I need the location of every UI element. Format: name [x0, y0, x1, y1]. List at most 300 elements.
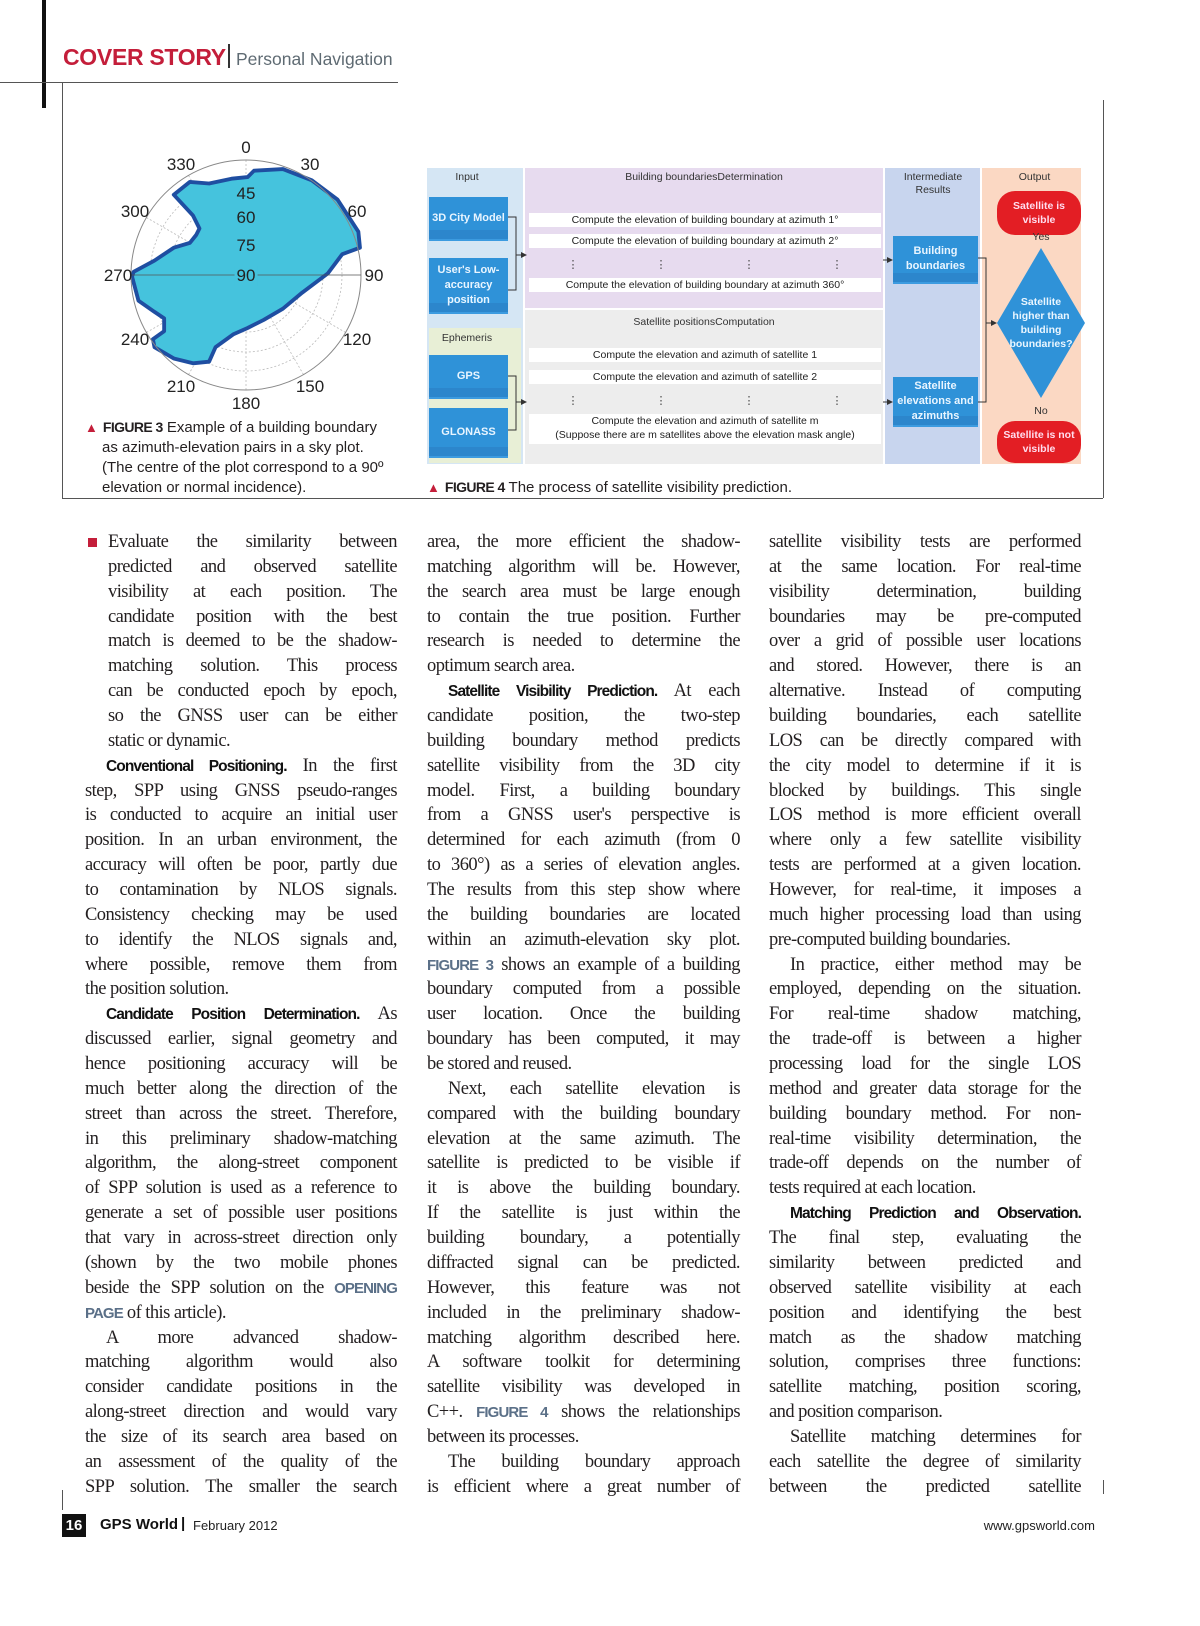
- text-line: [769, 1151, 1081, 1176]
- no-label: No: [1034, 405, 1048, 417]
- sp-header: Satellite positionsComputation: [633, 316, 775, 328]
- text-run: The final step, evaluating the: [769, 1228, 1081, 1249]
- azimuth-label: 330: [166, 155, 196, 174]
- text-run: However, this feature was not: [427, 1277, 740, 1298]
- text-run: and position comparison.: [769, 1402, 943, 1423]
- text-line: [427, 1450, 740, 1475]
- text-line: [769, 803, 1081, 828]
- text-run: user location. Once the building: [427, 1004, 740, 1025]
- text-run: is conducted to acquire an initial user: [85, 805, 397, 826]
- text-line: [769, 629, 1081, 654]
- run-in-heading: Candidate Position Determination.: [106, 1006, 360, 1024]
- text-run: shows the relationships: [547, 1402, 740, 1423]
- text-run: between its processes.: [427, 1426, 579, 1447]
- bb-header: Building boundariesDetermination: [625, 171, 783, 183]
- text-line: [427, 1375, 740, 1400]
- text-line: [108, 654, 397, 679]
- text-run: satellite visibility from the 3D city: [427, 755, 740, 776]
- text-run: to 360°) as a series of elevation angles.: [427, 855, 740, 876]
- text-line: [427, 1276, 740, 1301]
- bb-row: Compute the elevation of building boundary at azimuth 1°: [529, 213, 881, 227]
- building-boundaries-box: Building boundaries: [893, 236, 978, 284]
- text-run: In the first: [286, 755, 397, 776]
- text-line: [85, 1301, 397, 1326]
- sp-row-m: Compute the elevation and azimuth of satellite m: [591, 415, 819, 427]
- text-run: tests required at each location.: [769, 1178, 976, 1199]
- footer-separator: |: [181, 1515, 186, 1532]
- text-line: [85, 1425, 397, 1450]
- text-line: [85, 1027, 397, 1052]
- text-run: matching algorithm would also: [85, 1352, 397, 1373]
- text-line: [769, 1201, 1081, 1226]
- text-line: [108, 530, 397, 555]
- text-run: much higher processing load than using: [769, 904, 1081, 925]
- text-run: elevation at the same azimuth. The: [427, 1128, 740, 1149]
- text-run: match as the shadow matching: [769, 1327, 1081, 1348]
- text-run: research is needed to determine the: [427, 631, 740, 652]
- text-line: [769, 580, 1081, 605]
- text-line: [769, 779, 1081, 804]
- text-line: [85, 828, 397, 853]
- text-run: determined for each azimuth (from 0: [427, 830, 740, 851]
- text-line: [427, 1326, 740, 1351]
- text-run: of SPP solution is used as a reference to: [85, 1178, 397, 1199]
- text-line: [769, 903, 1081, 928]
- text-run: between the predicted satellite: [769, 1476, 1081, 1497]
- text-run: generate a set of possible user positions: [85, 1203, 397, 1224]
- sat-elev-az-box: Satellite elevations and azimuths: [893, 377, 978, 427]
- text-run: match is deemed to be the shadow-: [108, 631, 397, 652]
- text-run: Consistency checking may be used: [85, 904, 397, 925]
- text-run: is efficient where a great number of: [427, 1476, 740, 1497]
- sp-row: Compute the elevation and azimuth of satellite 2: [529, 370, 881, 384]
- text-run: A more advanced shadow-: [106, 1327, 397, 1348]
- text-line: [85, 1276, 397, 1301]
- text-line: [85, 1326, 397, 1351]
- text-line: [108, 629, 397, 654]
- text-line: [108, 679, 397, 704]
- text-line: [108, 555, 397, 580]
- caption-line: as azimuth-elevation pairs in a sky plot.: [102, 439, 364, 456]
- elevation-label: 90: [236, 266, 256, 285]
- figure-reference[interactable]: OPENING: [334, 1279, 397, 1297]
- text-line: [85, 953, 397, 978]
- text-line: [427, 679, 740, 704]
- ellipsis-icon: ⋮: [743, 259, 755, 271]
- output-header: Output: [1018, 171, 1051, 183]
- text-column-1: [85, 530, 397, 1500]
- text-line: [769, 679, 1081, 704]
- text-run: in this preliminary shadow-matching: [85, 1128, 397, 1149]
- text-line: [85, 903, 397, 928]
- text-run: If the satellite is just within the: [427, 1203, 740, 1224]
- text-line: [85, 1475, 397, 1500]
- text-line: [427, 1176, 740, 1201]
- text-run: In practice, either method may be: [790, 954, 1081, 975]
- text-line: [427, 555, 740, 580]
- caption-line: elevation or normal incidence).: [102, 479, 307, 496]
- text-line: [769, 878, 1081, 903]
- ephemeris-header: Ephemeris: [441, 332, 493, 344]
- text-run: As: [359, 1004, 397, 1025]
- text-line: [85, 928, 397, 953]
- text-line: [769, 1002, 1081, 1027]
- text-run: candidate position, the two-step: [427, 706, 740, 727]
- text-run: building boundary, a potentially: [427, 1228, 740, 1249]
- text-line: [427, 928, 740, 953]
- text-run: employed, depending on the situation.: [769, 979, 1081, 1000]
- text-run: satellite matching, position scoring,: [769, 1377, 1081, 1398]
- text-line: [427, 1151, 740, 1176]
- text-run: from a GNSS user's perspective is: [427, 805, 740, 826]
- text-line: [769, 654, 1081, 679]
- caption-line: (The centre of the plot correspond to a 90º: [102, 459, 384, 476]
- text-run: diffracted signal can be predicted.: [427, 1252, 740, 1273]
- text-run: each satellite the degree of similarity: [769, 1451, 1081, 1472]
- visible-result: Satellite is visible: [997, 191, 1081, 235]
- text-run: that vary in across-street direction only: [85, 1228, 397, 1249]
- elevation-label: 75: [236, 236, 256, 255]
- yes-label: Yes: [1032, 231, 1050, 243]
- figure-reference[interactable]: PAGE: [85, 1304, 123, 1322]
- text-line: [427, 1251, 740, 1276]
- text-run: included in the preliminary shadow-: [427, 1302, 740, 1323]
- text-run: where possible, remove them from: [85, 954, 397, 975]
- text-line: [427, 977, 740, 1002]
- text-line: [427, 803, 740, 828]
- text-line: [427, 1201, 740, 1226]
- section-title: COVER STORY: [63, 44, 226, 70]
- intermediate-header: Intermediate Results: [903, 171, 963, 196]
- text-run: of this article).: [122, 1302, 226, 1323]
- text-run: However, for real-time, it imposes a: [769, 880, 1081, 901]
- ellipsis-icon: ⋮: [743, 395, 755, 407]
- text-line: [427, 1077, 740, 1102]
- text-line: [85, 779, 397, 804]
- text-run: it is above the building boundary.: [427, 1178, 740, 1199]
- text-line: [85, 1127, 397, 1152]
- text-line: [427, 1226, 740, 1251]
- azimuth-label: 270: [103, 266, 133, 285]
- text-run: matching algorithm will be. However,: [427, 556, 740, 577]
- text-line: [427, 1475, 740, 1500]
- text-run: compared with the building boundary: [427, 1103, 740, 1124]
- text-run: along-street direction and would vary: [85, 1402, 397, 1423]
- magazine-name: GPS World: [100, 1516, 179, 1533]
- issue-date: February 2012: [193, 1518, 278, 1533]
- text-line: [85, 1201, 397, 1226]
- text-run: candidate position with the best: [108, 606, 397, 627]
- figure-reference[interactable]: FIGURE 4: [476, 1404, 548, 1422]
- text-run: building boundary method predicts: [427, 730, 740, 751]
- text-run: consider candidate positions in the: [85, 1377, 397, 1398]
- text-line: [427, 853, 740, 878]
- azimuth-label: 30: [300, 155, 320, 174]
- text-run: blocked by buildings. This single: [769, 780, 1081, 801]
- text-line: [769, 729, 1081, 754]
- text-line: [427, 629, 740, 654]
- bullet-icon: [88, 538, 97, 547]
- text-run: boundaries may be pre-computed: [769, 606, 1081, 627]
- text-run: the size of its search area based on: [85, 1426, 397, 1447]
- text-run: SPP solution. The smaller the search: [85, 1476, 397, 1497]
- text-line: [85, 1350, 397, 1375]
- text-line: [427, 1350, 740, 1375]
- elevation-label: 60: [236, 208, 256, 227]
- text-line: [108, 704, 397, 729]
- text-run: processing load for the single LOS: [769, 1054, 1081, 1075]
- figure4-caption-text: The process of satellite visibility prediction.: [508, 479, 793, 496]
- text-run: area, the more efficient the shadow-: [427, 532, 740, 552]
- text-line: [769, 1251, 1081, 1276]
- text-run: Evaluate the similarity between: [108, 532, 397, 552]
- ellipsis-icon: ⋮: [567, 259, 579, 271]
- page-number: 16: [62, 1514, 86, 1537]
- text-line: [85, 1450, 397, 1475]
- text-line: [769, 1450, 1081, 1475]
- text-run: visibility at each position. The: [108, 581, 397, 602]
- text-line: [108, 580, 397, 605]
- text-run: hence positioning accuracy will be: [85, 1054, 397, 1075]
- text-run: an assessment of the quality of the: [85, 1451, 397, 1472]
- website-link[interactable]: www.gpsworld.com: [983, 1518, 1095, 1533]
- ellipsis-icon: ⋮: [655, 259, 667, 271]
- figure3-label: FIGURE 3: [102, 419, 163, 435]
- text-run: satellite visibility was developed in: [427, 1377, 740, 1398]
- azimuth-label: 120: [342, 330, 372, 349]
- ellipsis-icon: ⋮: [655, 395, 667, 407]
- text-run: over a grid of possible user locations: [769, 631, 1081, 652]
- text-run: accuracy will often be poor, partly due: [85, 855, 397, 876]
- text-run: tests are performed at a given location.: [769, 855, 1081, 876]
- azimuth-label: 60: [347, 202, 367, 221]
- text-run: at the same location. For real-time: [769, 556, 1081, 577]
- text-line: [427, 580, 740, 605]
- text-line: [427, 530, 740, 555]
- bottom-left-rule: [62, 1490, 63, 1510]
- text-run: solution, comprises three functions:: [769, 1352, 1081, 1373]
- bb-row: Compute the elevation of building boundary at azimuth 360°: [529, 278, 881, 292]
- text-run: static or dynamic.: [108, 730, 231, 751]
- azimuth-label: 180: [231, 394, 261, 413]
- ellipsis-icon: ⋮: [831, 259, 843, 271]
- text-line: [427, 1425, 740, 1450]
- text-run: satellite visibility tests are performed: [769, 532, 1081, 552]
- text-line: [769, 754, 1081, 779]
- text-line: [85, 1375, 397, 1400]
- text-run: algorithm, the along-street component: [85, 1153, 397, 1174]
- text-line: [108, 605, 397, 630]
- text-line: [85, 1226, 397, 1251]
- text-line: [769, 1052, 1081, 1077]
- subsection-title: Personal Navigation: [236, 49, 393, 69]
- text-line: [85, 754, 397, 779]
- text-line: [108, 729, 397, 754]
- text-run: position. In an urban environment, the: [85, 830, 397, 851]
- text-run: boundary has been computed, it may: [427, 1029, 740, 1050]
- text-run: alternative. Instead of computing: [769, 681, 1081, 702]
- text-line: [85, 1052, 397, 1077]
- sp-note: (Suppose there are m satellites above the elevation mask angle): [555, 429, 855, 441]
- text-line: [769, 1350, 1081, 1375]
- glonass-box: GLONASS: [429, 408, 508, 458]
- text-line: [427, 654, 740, 679]
- text-run: (shown by the two mobile phones: [85, 1252, 397, 1273]
- text-run: the trade-off is between a higher: [769, 1029, 1081, 1050]
- run-in-heading: Satellite Visibility Prediction.: [448, 683, 658, 701]
- text-line: [427, 754, 740, 779]
- text-line: [769, 1226, 1081, 1251]
- text-run: trade-off depends on the number of: [769, 1153, 1081, 1174]
- text-line: [427, 828, 740, 853]
- text-line: [769, 605, 1081, 630]
- text-run: For real-time shadow matching,: [769, 1004, 1081, 1025]
- text-line: [427, 1052, 740, 1077]
- text-run: optimum search area.: [427, 656, 575, 677]
- text-line: [85, 803, 397, 828]
- gps-box: GPS: [429, 355, 508, 399]
- caption-line: Example of a building boundary: [166, 419, 377, 436]
- azimuth-label: 90: [364, 266, 384, 285]
- text-run: Next, each satellite elevation is: [448, 1078, 740, 1099]
- user-position-box: User's Low-accuracy position: [429, 258, 508, 314]
- text-run: A software toolkit for determining: [427, 1352, 740, 1373]
- text-line: [427, 903, 740, 928]
- text-run: the position solution.: [85, 979, 229, 1000]
- input-header: Input: [455, 171, 479, 183]
- text-run: observed satellite visibility at each: [769, 1277, 1081, 1298]
- text-line: [85, 1400, 397, 1425]
- text-line: [769, 953, 1081, 978]
- city-model-box: 3D City Model: [429, 197, 508, 241]
- run-in-heading: Conventional Positioning.: [106, 757, 287, 775]
- text-line: [769, 1077, 1081, 1102]
- text-run: visibility determination, building: [769, 581, 1081, 602]
- figure4-caption: [427, 477, 1087, 498]
- text-run: matching solution. This process: [108, 656, 397, 677]
- bottom-right-rule: [1103, 1480, 1104, 1494]
- text-line: [769, 1375, 1081, 1400]
- text-line: [85, 1251, 397, 1276]
- text-run: the search area must be large enough: [427, 581, 740, 602]
- text-line: [769, 530, 1081, 555]
- text-line: [427, 1102, 740, 1127]
- text-line: [427, 878, 740, 903]
- elevation-label: 45: [236, 184, 256, 203]
- text-line: [769, 704, 1081, 729]
- text-run: step, SPP using GNSS pseudo-ranges: [85, 780, 397, 801]
- bb-row: Compute the elevation of building boundary at azimuth 2°: [529, 234, 881, 248]
- text-run: C++.: [427, 1402, 477, 1423]
- text-line: [427, 704, 740, 729]
- text-line: [85, 1102, 397, 1127]
- text-line: [427, 605, 740, 630]
- text-run: LOS method is more efficient overall: [769, 805, 1081, 826]
- text-run: be stored and reused.: [427, 1054, 572, 1075]
- figure4-label: FIGURE 4: [444, 479, 505, 495]
- text-run: position and identifying the best: [769, 1302, 1081, 1323]
- text-run: to identify the NLOS signals and,: [85, 929, 397, 950]
- ellipsis-icon: ⋮: [831, 395, 843, 407]
- text-run: real-time visibility determination, the: [769, 1128, 1081, 1149]
- text-column-3: [769, 530, 1081, 1500]
- text-line: [85, 1002, 397, 1027]
- text-line: [769, 1027, 1081, 1052]
- text-line: [769, 1102, 1081, 1127]
- text-line: [427, 779, 740, 804]
- azimuth-label: 150: [295, 377, 325, 396]
- text-run: the city model to determine if it is: [769, 755, 1081, 776]
- ellipsis-icon: ⋮: [567, 395, 579, 407]
- decision-text: Satellite higher than building boundaries?: [1009, 296, 1073, 350]
- text-line: [427, 1002, 740, 1027]
- text-run: within an azimuth-elevation sky plot.: [427, 929, 740, 950]
- text-line: [769, 1400, 1081, 1425]
- text-run: shows an example of a building: [493, 954, 740, 975]
- text-run: to contamination by NLOS signals.: [85, 880, 397, 901]
- text-run: LOS can be directly compared with: [769, 730, 1081, 751]
- text-line: [427, 1127, 740, 1152]
- run-in-heading: Matching Prediction and Observation.: [790, 1205, 1081, 1223]
- text-line: [769, 928, 1081, 953]
- text-line: [85, 853, 397, 878]
- text-line: [427, 1027, 740, 1052]
- text-run: predicted and observed satellite: [108, 556, 397, 577]
- text-line: [85, 1077, 397, 1102]
- figure-reference[interactable]: FIGURE 3: [427, 956, 494, 974]
- not-visible-result: Satellite is not visible: [997, 421, 1081, 463]
- azimuth-label: 0: [241, 138, 251, 157]
- text-line: [85, 1151, 397, 1176]
- text-line: [769, 1301, 1081, 1326]
- text-line: [427, 953, 740, 978]
- text-run: beside the SPP solution on the: [85, 1277, 335, 1298]
- text-run: Satellite matching determines for: [790, 1426, 1081, 1447]
- text-run: The results from this step show where: [427, 880, 740, 901]
- text-run: The building boundary approach: [448, 1451, 740, 1472]
- text-run: At each: [657, 681, 740, 702]
- triangle-icon: ▲: [427, 480, 440, 495]
- text-run: boundary computed from a possible: [427, 979, 740, 1000]
- text-run: can be conducted epoch by epoch,: [108, 681, 397, 702]
- text-run: the building boundaries are located: [427, 904, 740, 925]
- text-line: [427, 1400, 740, 1425]
- text-run: so the GNSS user can be either: [108, 706, 397, 727]
- triangle-icon: ▲: [85, 420, 98, 435]
- text-run: building boundary method. For non-: [769, 1103, 1081, 1124]
- text-run: discussed earlier, signal geometry and: [85, 1029, 397, 1050]
- text-line: [769, 1176, 1081, 1201]
- text-line: [85, 878, 397, 903]
- azimuth-label: 210: [166, 377, 196, 396]
- text-run: street than across the street. Therefore,: [85, 1103, 397, 1124]
- text-line: [427, 1301, 740, 1326]
- text-line: [769, 1425, 1081, 1450]
- azimuth-label: 300: [120, 202, 150, 221]
- sp-row: Compute the elevation and azimuth of satellite 1: [529, 348, 881, 362]
- text-line: [427, 729, 740, 754]
- text-run: and stored. However, there is an: [769, 656, 1081, 677]
- text-column-2: [427, 530, 740, 1500]
- text-run: satellite is predicted to be visible if: [427, 1153, 740, 1174]
- text-run: model. First, a building boundary: [427, 780, 740, 801]
- text-run: similarity between predicted and: [769, 1252, 1081, 1273]
- text-line: [769, 828, 1081, 853]
- text-line: [769, 853, 1081, 878]
- azimuth-label: 240: [120, 330, 150, 349]
- text-line: [85, 1176, 397, 1201]
- text-line: [769, 1127, 1081, 1152]
